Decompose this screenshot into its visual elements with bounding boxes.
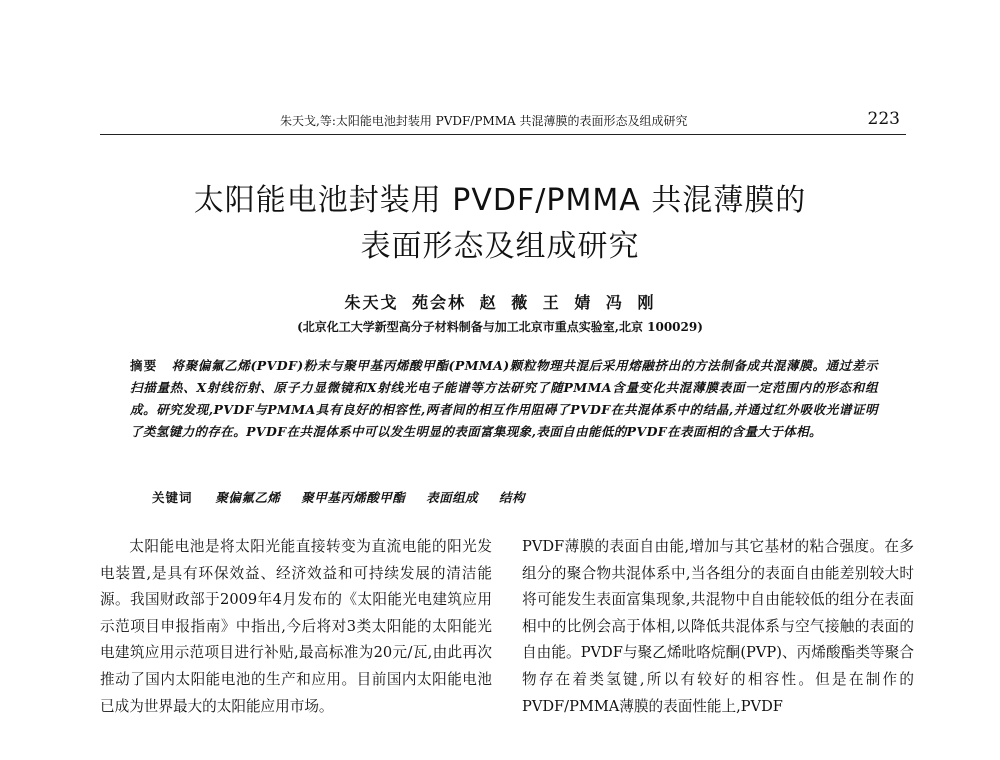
paper-title: [0, 178, 1000, 270]
title-line-1: 太阳能电池封装用 PVDF/PMMA 共混薄膜的: [193, 183, 807, 218]
abstract-label: 摘要: [130, 358, 158, 373]
keywords-label: 关键词: [152, 490, 193, 505]
keyword: 表面组成: [426, 490, 479, 505]
page-number: 223: [867, 109, 900, 129]
keyword: 结构: [499, 490, 526, 505]
affiliation: (北京化工大学新型高分子材料制备与加工北京市重点实验室,北京 100029): [297, 320, 703, 334]
abstract: [130, 355, 878, 443]
running-header: [100, 110, 906, 132]
body-column-right: PVDF薄膜的表面自由能,增加与其它基材的粘合强度。在多组分的聚合物共混体系中,当各组分的表面自由能差别较大时将可能发生表面富集现象,共混物中自由能较低的组分在表面相中的比例会高于体相,以降低共混体系与空气接触的表面的自由能。PVDF与聚乙烯吡咯烷酮(PVP)、丙烯酸酯类等聚合物存在着类氢键,所以有较好的相容性。但是在制作的PVDF/PMMA薄膜的表面性能上,PVDF: [522, 538, 914, 715]
author-list: 朱天戈 苑会林 赵 薇 王 婧 冯 刚: [344, 293, 656, 312]
body-column-left: 太阳能电池是将太阳光能直接转变为直流电能的阳光发电装置,是具有环保效益、经济效益和可持续发展的清洁能源。我国财政部于2009年4月发布的《太阳能光电建筑应用示范项目申报指南》中指出,今后将对3类太阳能的太阳能光电建筑应用示范项目进行补贴,最高标准为20元/瓦,由此再次推动了国内太阳能电池的生产和应用。目前国内太阳能电池已成为世界最大的太阳能应用市场。: [100, 538, 492, 715]
keyword: 聚甲基丙烯酸甲酯: [301, 490, 406, 505]
abstract-text: 将聚偏氟乙烯(PVDF)粉末与聚甲基丙烯酸甲酯(PMMA)颗粒物理共混后采用熔融挤出的方法制备成共混薄膜。通过差示扫描量热、X射线衍射、原子力显微镜和X射线光电子能谱等方法研究了随PMMA含量变化共混薄膜表面一定范围内的形态和组成。研究发现,PVDF与PMMA具有良好的相容性,两者间的相互作用阻碍了PVDF在共混体系中的结晶,并通过红外吸收光谱证明了类氢键力的存在。PVDF在共混体系中可以发生明显的表面富集现象,表面自由能低的PVDF在表面相的含量大于体相。: [130, 358, 878, 439]
keywords: [152, 488, 882, 506]
title-line-2: 表面形态及组成研究: [360, 229, 640, 264]
keyword: 聚偏氟乙烯: [215, 490, 281, 505]
running-title: 朱天戈,等:太阳能电池封装用 PVDF/PMMA 共混薄膜的表面形态及组成研究: [280, 114, 688, 128]
header-rule: [100, 134, 906, 135]
